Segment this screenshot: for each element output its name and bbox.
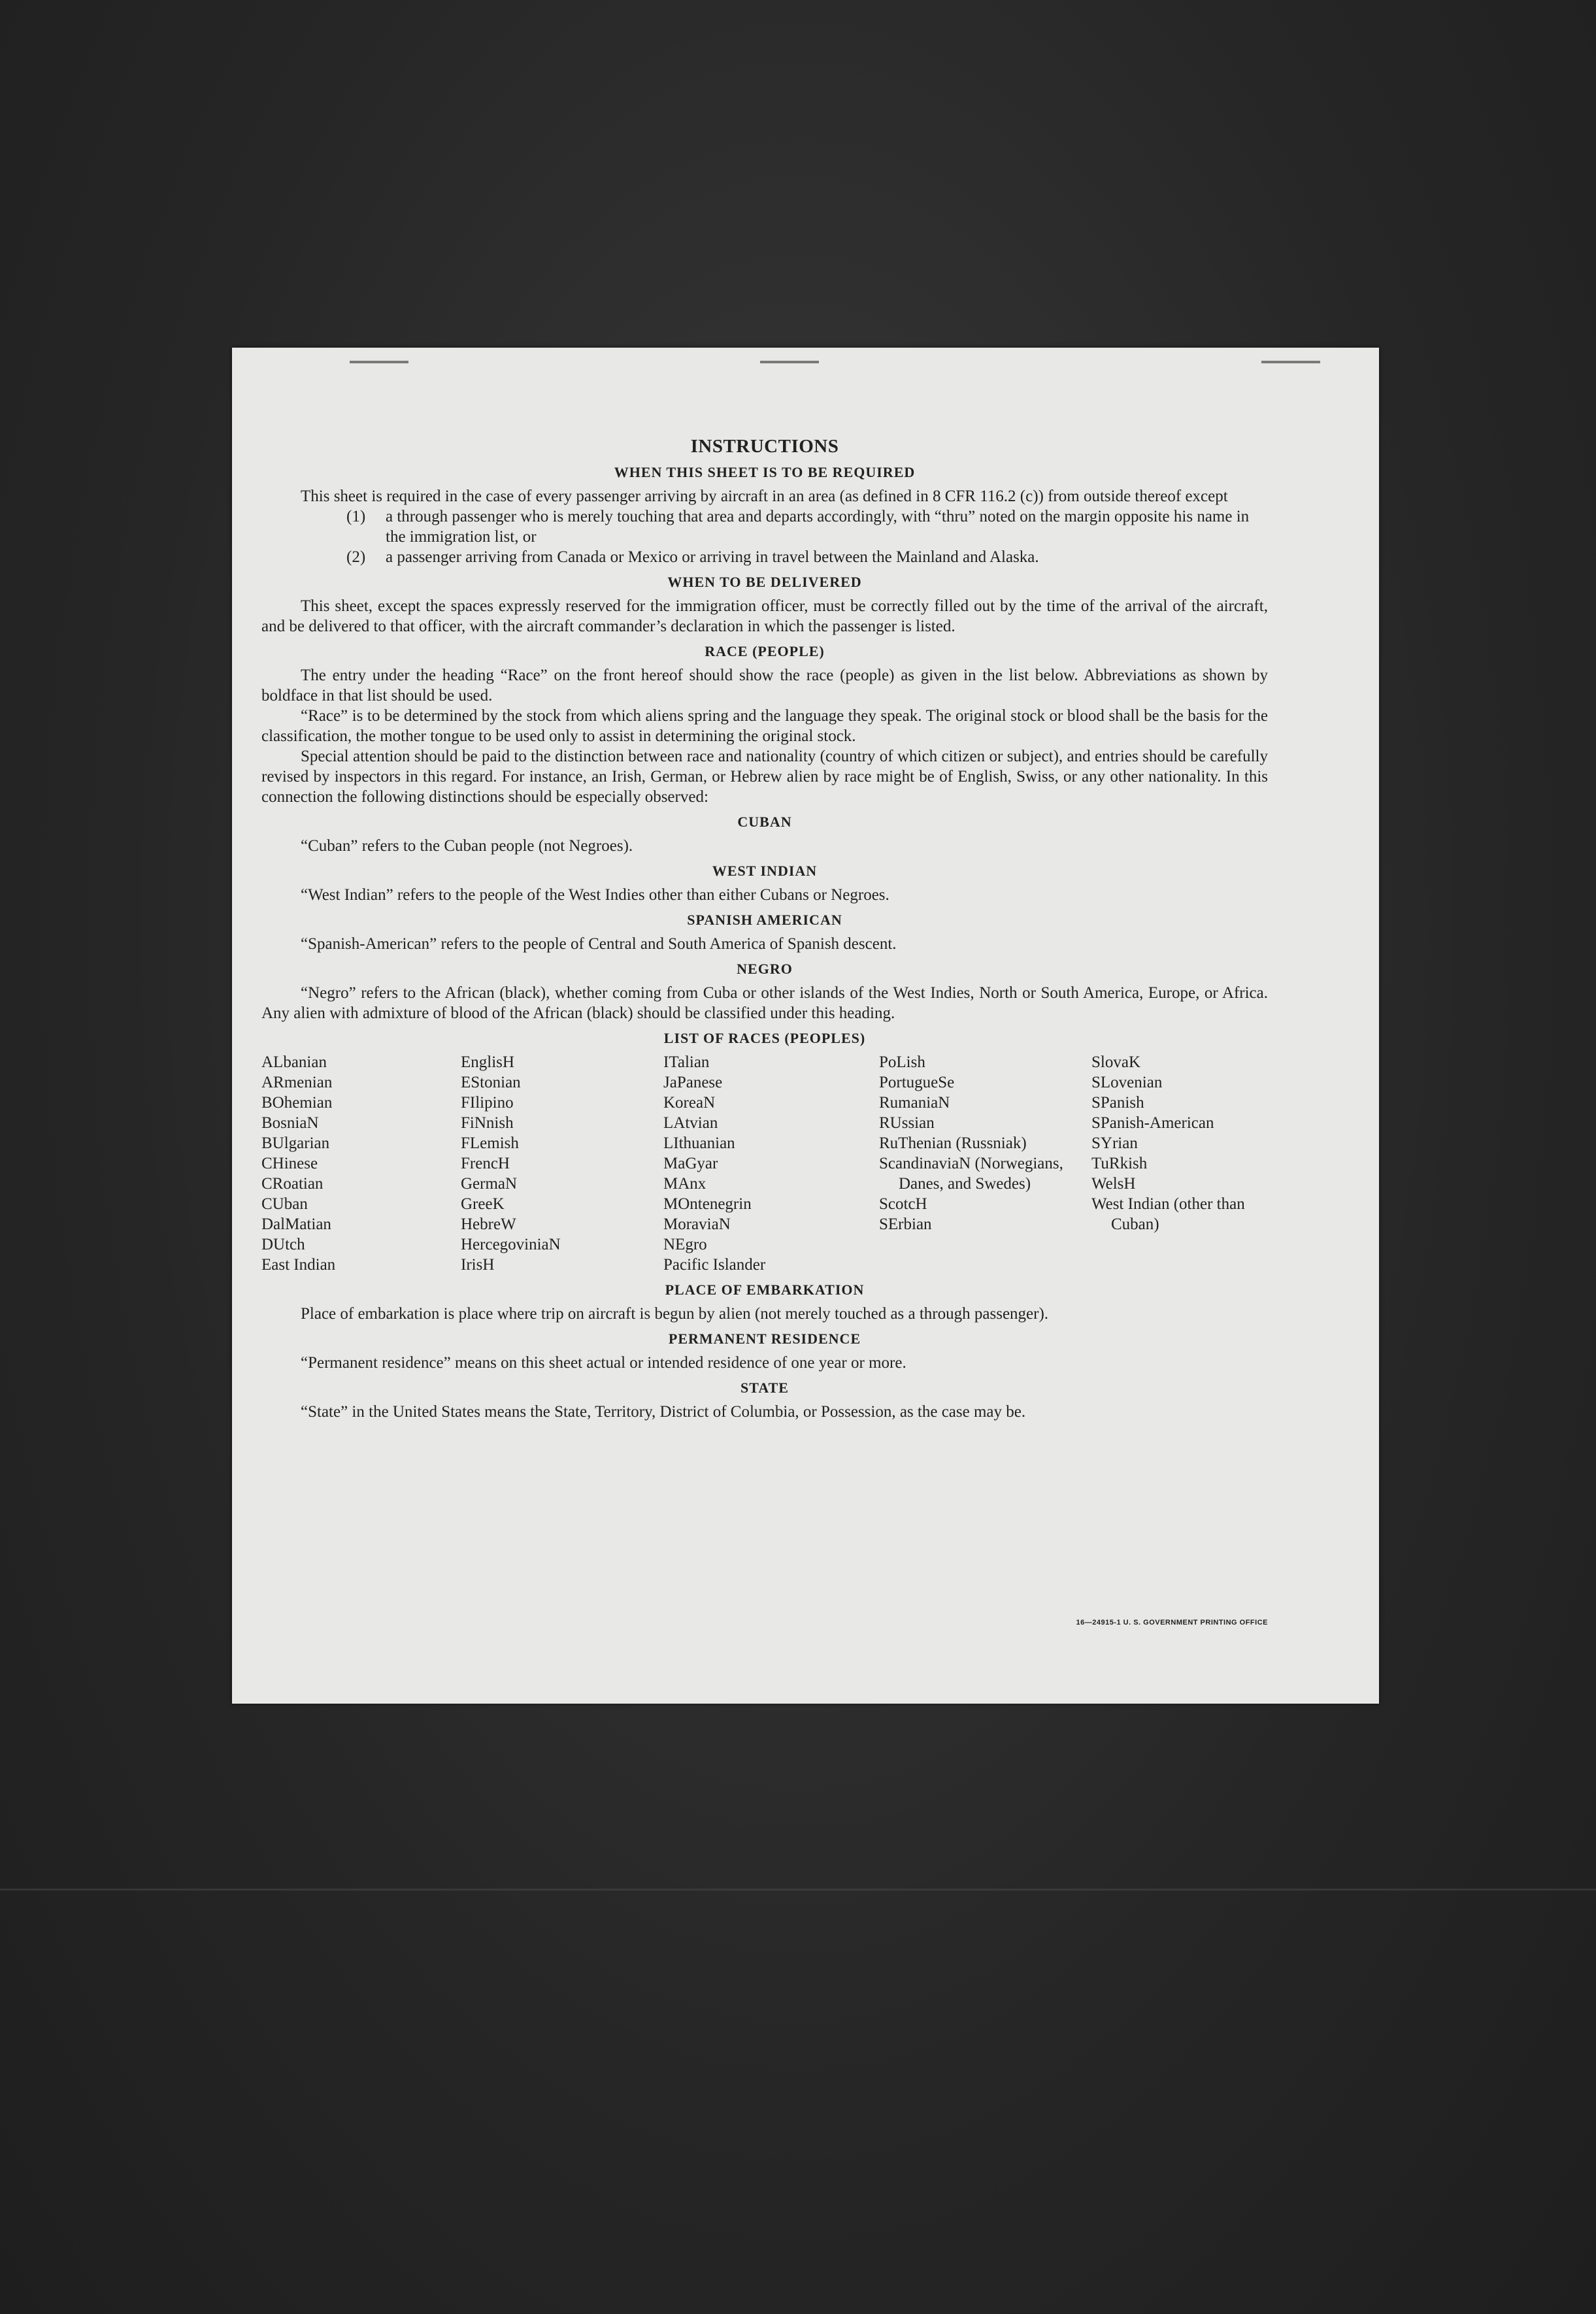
race-entry: SErbian — [879, 1215, 932, 1233]
race-paragraph-3: Special attention should be paid to the distinction between race and nationality (country of which citizen or subject), and entries should be carefully revised by inspectors in this regard. For instance, an Irish, German, or Hebrew alien by race might be of English, Swiss, or any other nationality. In this connection the following distinctions should be especially observed: — [261, 748, 1268, 806]
heading-state: STATE — [740, 1380, 789, 1396]
races-list — [261, 1052, 1268, 1275]
race-entry: CHinese — [261, 1155, 318, 1172]
punch-mark — [1261, 361, 1320, 363]
race-entry: FIlipino — [461, 1094, 514, 1112]
state-text: “State” in the United States means the State, Territory, District of Columbia, or Possession, as the case may be. — [301, 1403, 1026, 1421]
race-entry: IrisH — [461, 1256, 495, 1274]
race-entry: ARmenian — [261, 1074, 333, 1091]
race-entry: RuThenian (Russniak) — [879, 1134, 1027, 1152]
race-entry: GermaN — [461, 1175, 518, 1193]
race-entry: ScotcH — [879, 1195, 927, 1213]
item-number: (2) — [346, 548, 366, 566]
race-entry: TuRkish — [1091, 1155, 1148, 1172]
race-entry: EStonian — [461, 1074, 521, 1091]
race-entry: DalMatian — [261, 1215, 331, 1233]
races-column-1 — [261, 1052, 461, 1275]
race-entry: HebreW — [461, 1215, 516, 1233]
race-entry: FLemish — [461, 1134, 519, 1152]
race-entry: SPanish — [1091, 1094, 1144, 1112]
race-entry: HercegoviniaN — [461, 1236, 561, 1253]
race-entry: West Indian (other than Cuban) — [1091, 1195, 1245, 1233]
race-entry: KoreaN — [663, 1094, 716, 1112]
race-entry: FrencH — [461, 1155, 510, 1172]
negro-text: “Negro” refers to the African (black), whether coming from Cuba or other islands of the West Indies, North or South America, Europe, or Africa. Any alien with admixture of blood of the African (black) should be classified under this heading. — [261, 984, 1268, 1022]
race-entry: LIthuanian — [663, 1134, 735, 1152]
race-entry: SlovaK — [1091, 1053, 1140, 1071]
race-entry: FiNnish — [461, 1114, 514, 1132]
race-entry: NEgro — [663, 1236, 707, 1253]
heading-spanish-american: SPANISH AMERICAN — [687, 912, 842, 928]
printing-office-code: 16—24915-1 U. S. GOVERNMENT PRINTING OFFICE — [1076, 1619, 1268, 1627]
required-item-2 — [346, 547, 1268, 567]
race-entry: ScandinaviaN (Norwegians, Danes, and Swedes) — [879, 1155, 1063, 1193]
race-entry: LAtvian — [663, 1114, 718, 1132]
film-edge — [0, 1889, 1596, 1891]
races-column-2 — [461, 1052, 663, 1275]
west-indian-text: “West Indian” refers to the people of the West Indies other than either Cubans or Negroes. — [301, 886, 889, 904]
required-intro: This sheet is required in the case of every passenger arriving by aircraft in an area (as defined in 8 CFR 116.2 (c)) from outside thereof except — [301, 488, 1228, 505]
delivered-text: This sheet, except the spaces expressly reserved for the immigration officer, must be correctly filled out by the time of the arrival of the aircraft, and be delivered to that officer, with the aircraft commander’s declaration in which the passenger is listed. — [261, 597, 1268, 635]
heading-delivered: WHEN TO BE DELIVERED — [667, 574, 862, 590]
instruction-sheet — [232, 348, 1379, 1704]
required-item-1 — [346, 506, 1268, 547]
races-column-4 — [879, 1052, 1091, 1275]
race-entry: EnglisH — [461, 1053, 514, 1071]
race-entry: RUssian — [879, 1114, 935, 1132]
race-entry: SLovenian — [1091, 1074, 1163, 1091]
item-text: a passenger arriving from Canada or Mexico or arriving in travel between the Mainland and Alaska. — [386, 548, 1039, 566]
race-entry: SYrian — [1091, 1134, 1138, 1152]
race-entry: GreeK — [461, 1195, 505, 1213]
heading-negro: NEGRO — [737, 961, 793, 977]
race-entry: PoLish — [879, 1053, 925, 1071]
spanish-american-text: “Spanish-American” refers to the people of Central and South America of Spanish descent. — [301, 935, 897, 953]
residence-text: “Permanent residence” means on this sheet actual or intended residence of one year or more. — [301, 1354, 906, 1372]
page-title: INSTRUCTIONS — [690, 436, 839, 457]
race-entry: East Indian — [261, 1256, 336, 1274]
race-entry: JaPanese — [663, 1074, 723, 1091]
heading-west-indian: WEST INDIAN — [712, 863, 818, 879]
item-number: (1) — [346, 508, 366, 525]
races-column-5 — [1091, 1052, 1268, 1275]
race-entry: MOntenegrin — [663, 1195, 752, 1213]
race-entry: ITalian — [663, 1053, 710, 1071]
punch-mark — [760, 361, 819, 363]
race-entry: WelsH — [1091, 1175, 1136, 1193]
race-entry: BosniaN — [261, 1114, 319, 1132]
race-entry: SPanish-American — [1091, 1114, 1214, 1132]
race-entry: MoraviaN — [663, 1215, 731, 1233]
race-entry: ALbanian — [261, 1053, 327, 1071]
race-entry: Pacific Islander — [663, 1256, 766, 1274]
sheet-content — [261, 436, 1268, 1422]
cuban-text: “Cuban” refers to the Cuban people (not Negroes). — [301, 837, 633, 855]
heading-required: WHEN THIS SHEET IS TO BE REQUIRED — [614, 464, 916, 480]
race-entry: BOhemian — [261, 1094, 333, 1112]
race-entry: CUban — [261, 1195, 308, 1213]
heading-race: RACE (PEOPLE) — [705, 643, 825, 659]
race-paragraph-1: The entry under the heading “Race” on the front hereof should show the race (people) as given in the list below. Abbreviations as shown by boldface in that list should be used. — [261, 667, 1268, 704]
heading-cuban: CUBAN — [737, 814, 792, 830]
heading-races-list: LIST OF RACES (PEOPLES) — [663, 1030, 866, 1046]
race-entry: PortugueSe — [879, 1074, 955, 1091]
race-paragraph-2: “Race” is to be determined by the stock from which aliens spring and the language they speak. The original stock or blood shall be the basis for the classification, the mother tongue to be used only to assist in determining the original stock. — [261, 707, 1268, 745]
embarkation-text: Place of embarkation is place where trip on aircraft is begun by alien (not merely touched as a through passenger). — [301, 1305, 1049, 1323]
race-entry: MaGyar — [663, 1155, 718, 1172]
item-text: a through passenger who is merely touching that area and departs accordingly, with “thru” noted on the margin opposite his name in the immigration list, or — [386, 508, 1250, 546]
race-entry: RumaniaN — [879, 1094, 950, 1112]
race-entry: MAnx — [663, 1175, 707, 1193]
race-entry: DUtch — [261, 1236, 305, 1253]
races-column-3 — [663, 1052, 879, 1275]
heading-embarkation: PLACE OF EMBARKATION — [665, 1281, 865, 1298]
heading-residence: PERMANENT RESIDENCE — [668, 1331, 861, 1347]
punch-mark — [350, 361, 408, 363]
race-entry: BUlgarian — [261, 1134, 330, 1152]
race-entry: CRoatian — [261, 1175, 324, 1193]
